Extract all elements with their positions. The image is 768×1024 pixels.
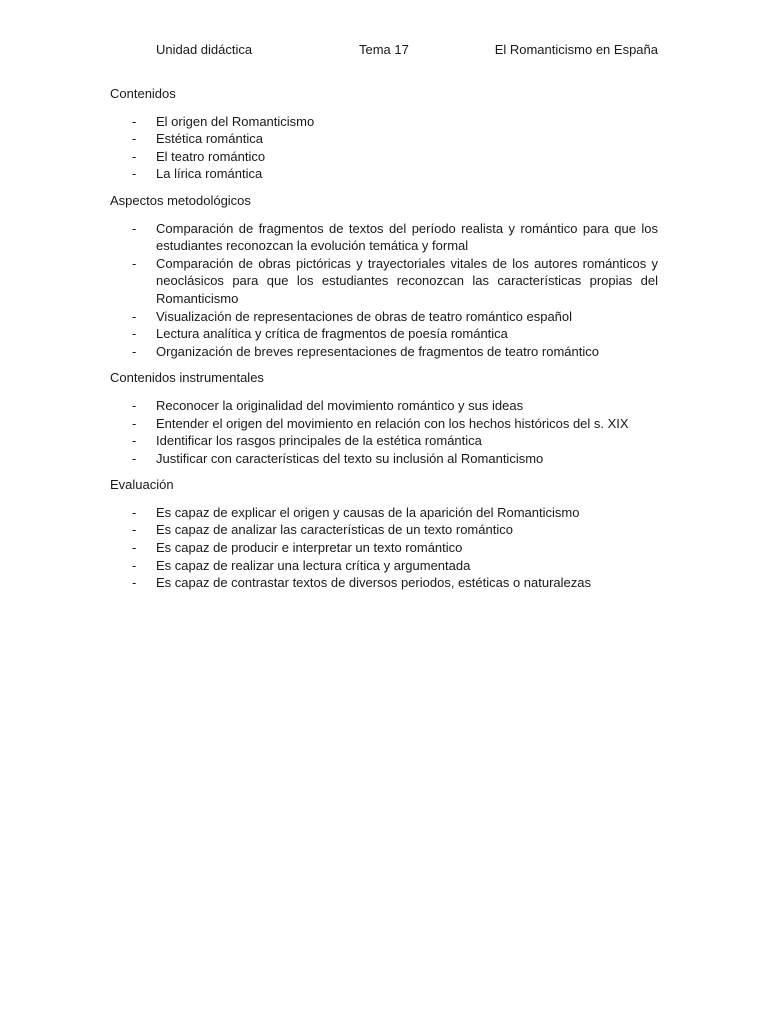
dash-bullet: - [132,433,137,449]
list-item-text: Estética romántica [156,131,263,147]
dash-bullet: - [132,220,137,236]
section-contenidos-instrumentales [110,369,658,467]
bullet-list [110,504,658,592]
dash-bullet: - [132,415,137,431]
list-item-text: Comparación de fragmentos de textos del período realista y romántico para que los estudiantes reconozcan la evolución temática y formal [156,220,658,254]
bullet-list [110,397,658,467]
list-item-text: Entender el origen del movimiento en relación con los hechos históricos del s. XIX [156,415,629,431]
section-title: Contenidos instrumentales [110,370,264,386]
dash-bullet: - [132,557,137,573]
list-item [110,521,658,539]
page-header [110,42,658,60]
dash-bullet: - [132,522,137,538]
list-item [110,397,658,415]
bullet-list [110,220,658,361]
section-title: Evaluación [110,477,174,493]
list-item-text: El origen del Romanticismo [156,113,315,129]
list-item [110,255,658,308]
dash-bullet: - [132,450,137,466]
list-item-text: Justificar con características del texto su inclusión al Romanticismo [156,450,544,466]
list-item [110,325,658,343]
list-item [110,113,658,131]
section-contenidos [110,85,658,183]
list-item [110,220,658,255]
dash-bullet: - [132,504,137,520]
list-item-text: Comparación de obras pictóricas y trayectoriales vitales de los autores románticos y neoclásicos para que los estudiantes reconozcan las características propias del Romanticismo [156,255,658,306]
list-item-text: Identificar los rasgos principales de la estética romántica [156,433,482,449]
dash-bullet: - [132,255,137,271]
list-item-text: Es capaz de analizar las características de un texto romántico [156,522,513,538]
dash-bullet: - [132,166,137,182]
list-item-text: Visualización de representaciones de obras de teatro romántico español [156,308,573,324]
header-topic-title: El Romanticismo en España [494,42,658,57]
list-item-text: Organización de breves representaciones de fragmentos de teatro romántico [156,343,599,359]
list-item [110,130,658,148]
list-item-text: Es capaz de contrastar textos de diversos periodos, estéticas o naturalezas [156,575,592,591]
list-item-text: Reconocer la originalidad del movimiento romántico y sus ideas [156,397,524,413]
dash-bullet: - [132,540,137,556]
list-item-text: Es capaz de producir e interpretar un texto romántico [156,540,463,556]
list-item-text: Lectura analítica y crítica de fragmentos de poesía romántica [156,326,508,342]
section-aspectos-metodologicos [110,192,658,360]
dash-bullet: - [132,575,137,591]
list-item [110,539,658,557]
list-item [110,415,658,433]
list-item-text: El teatro romántico [156,148,266,164]
dash-bullet: - [132,326,137,342]
section-title: Aspectos metodológicos [110,192,251,208]
list-item-text: La lírica romántica [156,166,263,182]
list-item-text: Es capaz de explicar el origen y causas de la aparición del Romanticismo [156,504,580,520]
section-title: Contenidos [110,86,176,101]
dash-bullet: - [132,113,137,129]
list-item [110,432,658,450]
list-item [110,557,658,575]
bullet-list [110,113,658,183]
dash-bullet: - [132,308,137,324]
list-item [110,504,658,522]
dash-bullet: - [132,131,137,147]
list-item [110,148,658,166]
list-item-text: Es capaz de realizar una lectura crítica y argumentada [156,557,471,573]
header-topic-number: Tema 17 [359,42,409,57]
section-evaluacion [110,476,658,592]
list-item [110,308,658,326]
dash-bullet: - [132,343,137,359]
list-item [110,165,658,183]
list-item [110,450,658,468]
header-unit-label: Unidad didáctica [156,42,253,57]
dash-bullet: - [132,148,137,164]
document-body [110,85,658,601]
list-item [110,343,658,361]
list-item [110,574,658,592]
dash-bullet: - [132,397,137,413]
